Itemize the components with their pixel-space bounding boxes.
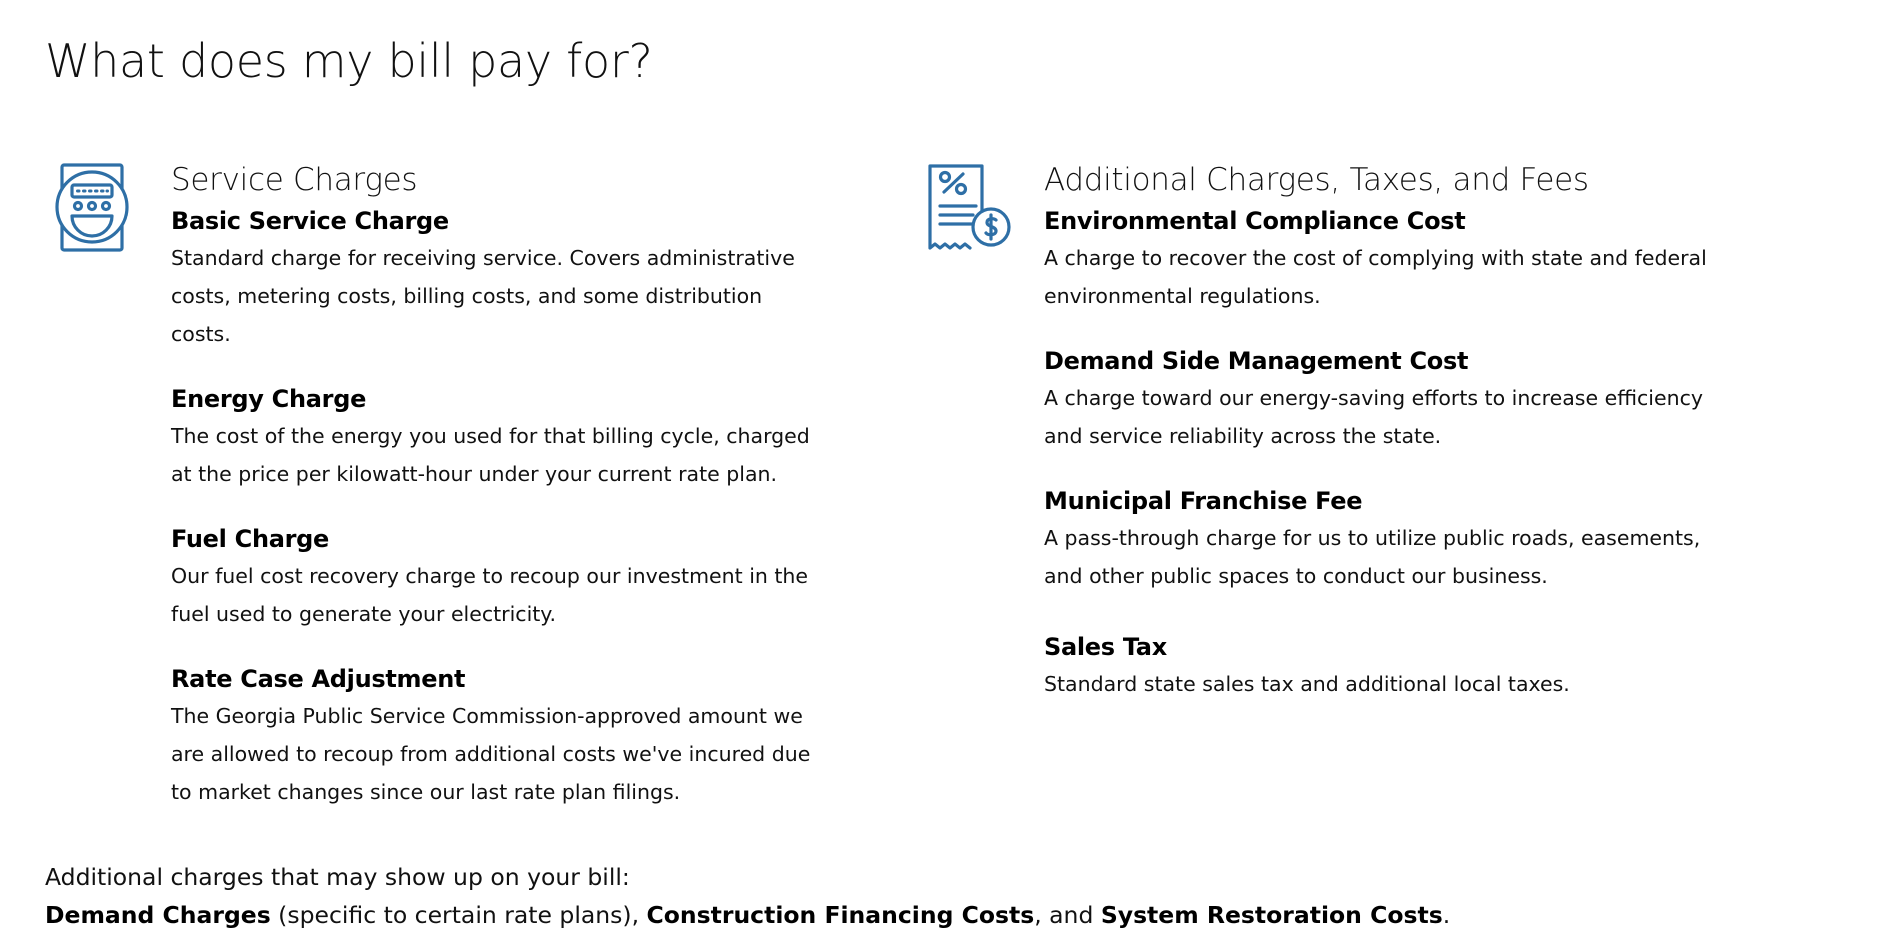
footer-note: (specific to certain rate plans), <box>270 901 647 929</box>
section-heading: Additional Charges, Taxes, and Fees <box>1044 162 1589 198</box>
footer-joiner: , and <box>1034 901 1101 929</box>
charge-item-energy <box>171 383 821 493</box>
meter-icon <box>52 160 142 255</box>
footer-end: . <box>1442 901 1451 929</box>
demand-charges-label: Demand Charges <box>45 901 271 929</box>
charge-item-environmental <box>1044 205 1724 315</box>
tax-receipt-icon <box>925 160 1015 255</box>
charge-title: Fuel Charge <box>171 525 330 553</box>
charge-item-franchise-fee <box>1044 485 1724 595</box>
charge-title: Basic Service Charge <box>171 207 449 235</box>
charge-description: A pass-through charge for us to utilize public roads, easements, and other public spaces to conduct our business. <box>1044 526 1701 588</box>
section-heading: Service Charges <box>171 162 418 198</box>
charge-item-rate-case <box>171 663 821 811</box>
charge-description: A charge to recover the cost of complying with state and federal environmental regulations. <box>1044 246 1707 308</box>
service-charges-body <box>171 160 821 811</box>
additional-charges-note <box>45 858 1745 934</box>
charge-description: Standard charge for receiving service. Covers administrative costs, metering costs, billing costs, and some distribution costs. <box>171 246 795 346</box>
system-restoration-label: System Restoration Costs <box>1100 901 1443 929</box>
charge-description: Standard state sales tax and additional local taxes. <box>1044 672 1570 696</box>
charge-description: Our fuel cost recovery charge to recoup our investment in the fuel used to generate your electricity. <box>171 564 809 626</box>
charge-title: Energy Charge <box>171 385 367 413</box>
charge-title: Demand Side Management Cost <box>1044 347 1469 375</box>
page-title: What does my bill pay for? <box>45 34 653 88</box>
charge-title: Rate Case Adjustment <box>171 665 466 693</box>
charge-item-fuel <box>171 523 821 633</box>
charge-item-demand-side <box>1044 345 1724 455</box>
charge-title: Sales Tax <box>1044 633 1167 661</box>
charge-item-sales-tax <box>1044 631 1724 703</box>
charge-description: A charge toward our energy-saving efforts to increase efficiency and service reliability across the state. <box>1044 386 1703 448</box>
footer-charges-line <box>45 901 1450 929</box>
construction-financing-label: Construction Financing Costs <box>646 901 1035 929</box>
footer-intro: Additional charges that may show up on your bill: <box>45 863 630 891</box>
additional-charges-body <box>1044 160 1724 703</box>
charge-description: The Georgia Public Service Commission-approved amount we are allowed to recoup from additional costs we've incured due to market changes since our last rate plan filings. <box>171 704 811 804</box>
charge-title: Municipal Franchise Fee <box>1044 487 1363 515</box>
charge-title: Environmental Compliance Cost <box>1044 207 1466 235</box>
charge-description: The cost of the energy you used for that billing cycle, charged at the price per kilowatt-hour under your current rate plan. <box>171 424 810 486</box>
charge-item-basic-service <box>171 205 821 353</box>
